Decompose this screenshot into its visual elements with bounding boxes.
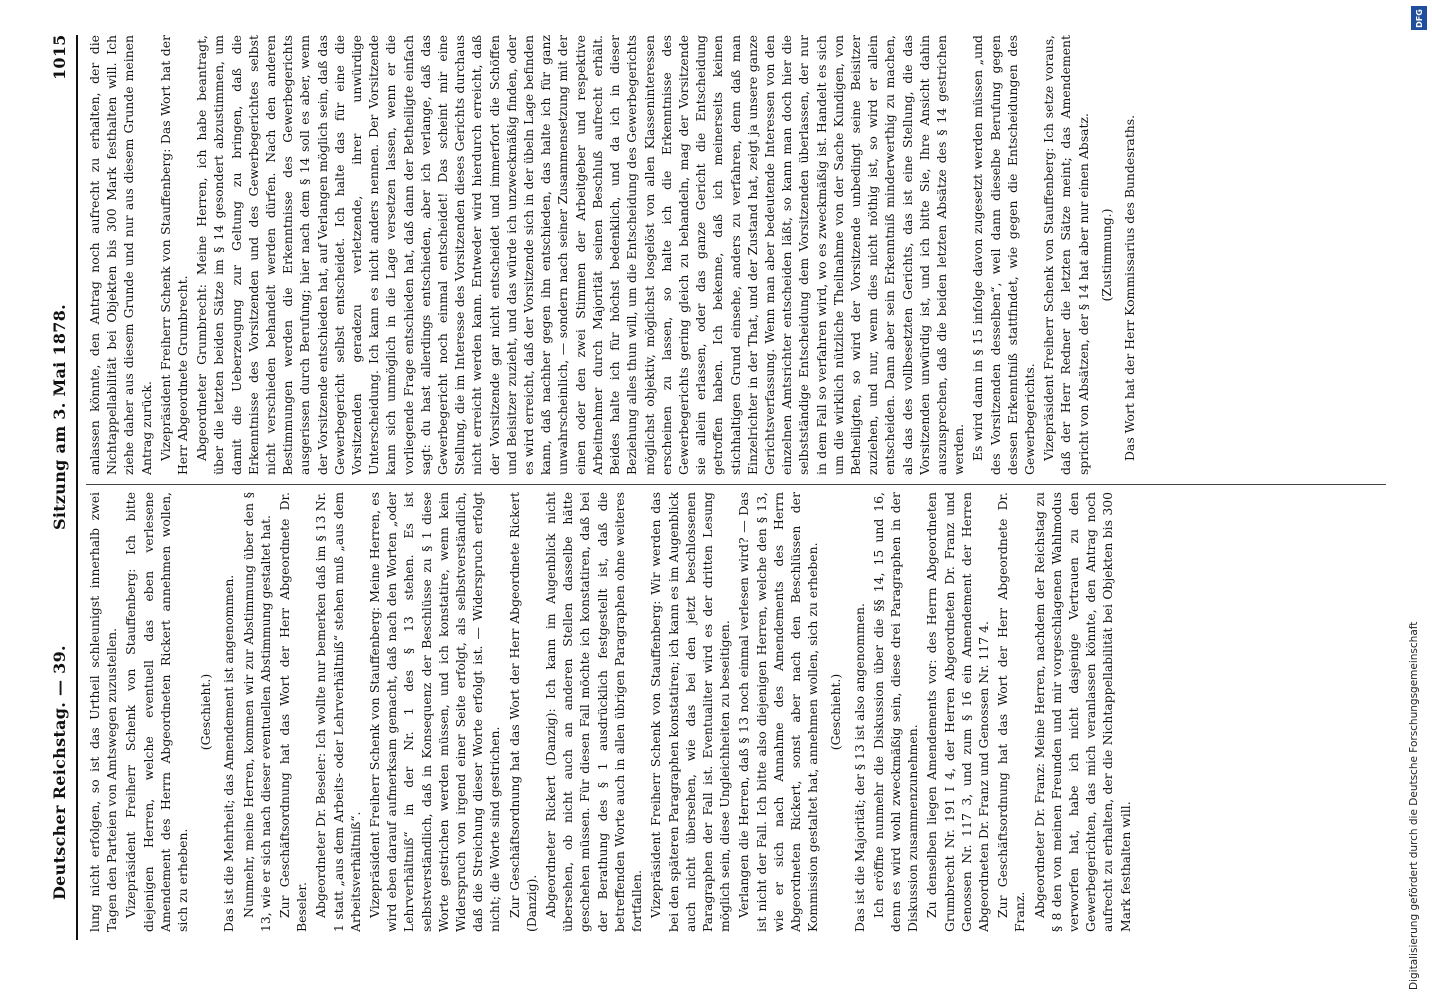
paragraph: Vizepräsident Freiherr Schenk von Stauffenberg: Meine Herren, es wird eben darauf aufmerksam gemacht, daß nach den Worten „oder Lehrverhältniß“ in der Nr. 1 des § 13 stehen. Es ist selbstverständlich, daß in Konsequenz der Beschlüsse zu § 1 diese Worte gestrichen werden müssen, und ich konstatire, wenn kein Widerspruch von irgend einer Seite erfolgt, als selbstverständlich, daß die Streichung dieser Worte erfolgt ist. — Widerspruch erfolgt nicht; die Worte sind gestrichen. (367, 492, 503, 932)
dfg-logo (1411, 6, 1427, 30)
paragraph: Vizepräsident Freiherr Schenk von Stauffenberg: Das Wort hat der Herr Abgeordnete Grumbrecht. (157, 35, 191, 475)
paragraph: (Zustimmung.) (1098, 208, 1114, 302)
paragraph: Zur Geschäftsordnung hat das Wort der Herr Abgeordnete Dr. Beseler. (277, 492, 310, 932)
paragraph: Zur Geschäftsordnung hat das Wort der Herr Abgeordnete Dr. Franz. (995, 492, 1028, 932)
paragraph: Das ist die Majorität; der § 13 ist also angenommen. (851, 603, 867, 932)
paragraph: Das Wort hat der Herr Kommissarius des Bundesraths. (1121, 114, 1137, 461)
paragraph: anlassen könnte, den Antrag noch aufrecht zu erhalten, der die Nichtappellabilität bei Objekten bis 300 Mark festhalten will. Ich ziehe daher aus diesem Grunde und nur aus diesem Grunde meinen Antrag zurück. (87, 35, 154, 475)
paragraph: Vizepräsident Freiherr Schenk von Stauffenberg: Ich bitte diejenigen Herren, welche eventuell das eben verlesene Amendement des Herrn Abgeordneten Rickert annehmen wollen, sich zu erheben. (123, 492, 191, 932)
paragraph: Nunmehr, meine Herren, kommen wir zur Abstimmung über den § 13, wie er sich nach dieser eventuellen Abstimmung gestaltet hat. (240, 492, 273, 932)
paragraph: Zu denselben liegen Amendements vor: des Herrn Abgeordneten Grumbrecht Nr. 191 I 4, der Herren Abgeordneten Dr. Franz und Genossen Nr. 117 3, und zum § 16 ein Amendement der Herren Abgeordneten Dr. Franz und Genossen Nr. 117 4. (924, 492, 991, 932)
paragraph: lung nicht erfolgen, so ist das Urtheil schleunigst innerhalb zwei Tagen den Parteien von Amtswegen zuzustellen. (87, 492, 120, 932)
paragraph: Verlangen die Herren, daß § 13 noch einmal verlesen wird? — Das ist nicht der Fall. Ich bitte also diejenigen Herren, welche den § 13, wie er sich nach Annahme des Amendements des Herrn Abgeordneten Rickert, sonst aber nach den Beschlüssen der Kommission gestaltet hat, annehmen wollen, sich zu erheben. (736, 492, 821, 932)
paragraph: Das ist die Mehrheit; das Amendement ist angenommen. (221, 574, 237, 932)
page-header (44, 25, 74, 960)
paragraph: (Geschieht.) (828, 673, 844, 751)
dfg-logo-text: DFG (1414, 8, 1424, 28)
paragraph: Abgeordneter Rickert (Danzig): Ich kann im Augenblick nicht übersehen, ob nicht auch an anderen Stellen dasselbe hätte geschehen müssen. Für diesen Fall möchte ich konstatiren, daß bei der Berathung des § 1 ausdrücklich festgestellt ist, daß die betreffenden Worte auch in allen übrigen Paragraphen ohne weiteres fortfallen. (543, 492, 645, 932)
paragraph: (Geschieht.) (198, 673, 214, 751)
paragraph: Abgeordneter Dr. Beseler: Ich wollte nur bemerken daß im § 13 Nr. 1 statt „aus dem Arbeits- oder Lehrverhältniß“ stehen muß „aus dem Arbeitsverhältniß“. (313, 492, 363, 932)
paragraph: Es wird dann in § 15 infolge davon zugesetzt werden müssen „und des Vorsitzenden desselben“, weil dann dieselbe Berufung gegen dessen Erkenntniß stattfindet, wie gegen die Entscheidungen des Gewerbegerichts. (970, 35, 1037, 475)
paragraph: Vizepräsident Freiherr Schenk von Stauffenberg: Ich setze voraus, daß der Herr Redner die letzten Sätze meint; das Amendement spricht von Absätzen, der § 14 hat aber nur einen Absatz. (1041, 35, 1091, 475)
page-number: 1015 (50, 34, 69, 80)
header-middle: Sitzung am 3. Mai 1878. (50, 303, 69, 530)
right-column (86, 35, 1404, 475)
paragraph: Abgeordneter Grumbrecht: Meine Herren, ich habe beantragt, über die letzten beiden Sätze im § 14 gesondert abzustimmen, um damit die Ueberzeugung zur Geltung zu bringen, daß die Erkenntnisse des Vorsitzenden und des Gewerbegerichtes selbst nicht verschieden behandelt werden dürfen. Nach den anderen Bestimmungen werden die Erkenntnisse des Gewerbegerichts ausgerissen durch Berufung; hier nach dem § 14 soll es aber, wenn der Vorsitzende entschieden hat, auf Verlangen möglich sein, daß das Gewerbegericht selbst entscheidet. Ich halte das für eine die Vorsitzenden geradezu verletzende, ihrer unwürdige Unterscheidung. Ich kann es nicht anders nennen. Der Vorsitzende kann sich unmöglich in die Lage versetzen lassen, wenn er die vorliegende Frage entschieden hat, daß dann der Betheiligte einfach sagt: du hast allerdings entschieden, aber ich verlange, daß das Gewerbegericht noch einmal entscheidet! Das scheint mir eine Stellung, die im Interesse des Vorsitzenden dieses Gerichts durchaus nicht erreicht werden kann. Entweder wird hierdurch erreicht, daß der Vorsitzende gar nicht entscheidet und immerfort die Schöffen und Beisitzer zuzieht, und das würde ich unzweckmäßig finden, oder es wird erreicht, daß der Vorsitzende sich in der übeln Lage befinden kann, daß nachher gegen ihn entschieden, das halte ich für ganz unwahrscheinlich, — sondern nach seiner Zusammensetzung mit der einen oder den zwei Stimmen der Arbeitgeber und respektive Arbeitnehmer durch Majorität seinen Beschluß aufrecht erhält. Beides halte ich für höchst bedenklich, und da ich in dieser Beziehung alles thun will, um die Entscheidung des Gewerbegerichts möglichst objektiv, möglichst losgelöst von allen Klasseninteressen erscheinen zu lassen, so halte ich die Erkenntnisse des Gewerbegerichts gering gleich zu behandeln, mag der Vorsitzende sie allein erlassen, oder das ganze Gericht die Entscheidung getroffen haben. Ich bekenne, daß ich meinerseits keinen stichhaltigen Grund einsehe, anders zu verfahren, denn daß man Einzelrichter in der That, und der Zustand hat, zeigt ja unsere ganze Gerichtsverfassung. Wenn man aber bedeutende Interessen von den einzelnen Amtsrichter entscheiden läßt, so kann man doch hier die selbstständige Entscheidung dem Vorsitzenden überlassen, der nur in dem Fall so verfahren wird, wo es zweckmäßig ist. Handelt es sich um die wirklich nützliche Theilnahme von der Sache Kundigen, von Betheiligten, so wird der Vorsitzende unbedingt seine Beisitzer zuziehen, und nur, wenn dies nicht nöthig ist, so wird er allein entscheiden. Dann aber sein Erkenntniß minderwerthig zu machen, als das des vollbesetzten Gerichts, das ist eine Stellung, die das Vorsitzenden unwürdig ist, und ich bitte Sie, Ihre Ansicht dahin auszusprechen, daß die beiden letzten Absätze des § 14 gestrichen werden. (194, 35, 967, 475)
header-left: Deutscher Reichstag. — 39. (50, 645, 69, 900)
paragraph: Abgeordneter Dr. Franz: Meine Herren, nachdem der Reichstag zu § 8 den von meinen Freunden und mir vorgeschlagenen Wahlmodus verworfen hat, habe ich nicht dasjenige Vertrauen zu den Gewerbegerichten, das mich veranlassen könnte, den Antrag noch aufrecht zu erhalten, der die Nichtappellabilität bei Objekten bis 300 Mark festhalten will. (1031, 492, 1133, 932)
attribution-text: Digitalisierung gefördert durch die Deutsche Forschungsgemeinschaft (1408, 621, 1420, 990)
left-column (86, 492, 1404, 932)
column-separator (86, 484, 1386, 485)
paragraph: Zur Geschäftsordnung hat das Wort der Herr Abgeordnete Rickert (Danzig). (506, 492, 539, 932)
header-rule (76, 35, 78, 940)
paragraph: Ich eröffne nunmehr die Diskussion über die §§ 14, 15 und 16, denn es wird wohl zweckmäßig sein, diese drei Paragraphen in der Diskussion zusammenzunehmen. (870, 492, 921, 932)
paragraph: Vizepräsident Freiherr Schenk von Stauffenberg: Wir werden das bei den späteren Paragraphen konstatiren; ich kann es im Augenblick auch nicht übersehen, wie das bei den jetzt beschlossenen Paragraphen der Fall ist. Eventualiter wird es der dritten Lesung möglich sein, diese Ungleichheiten zu beseitigen. (648, 492, 733, 932)
